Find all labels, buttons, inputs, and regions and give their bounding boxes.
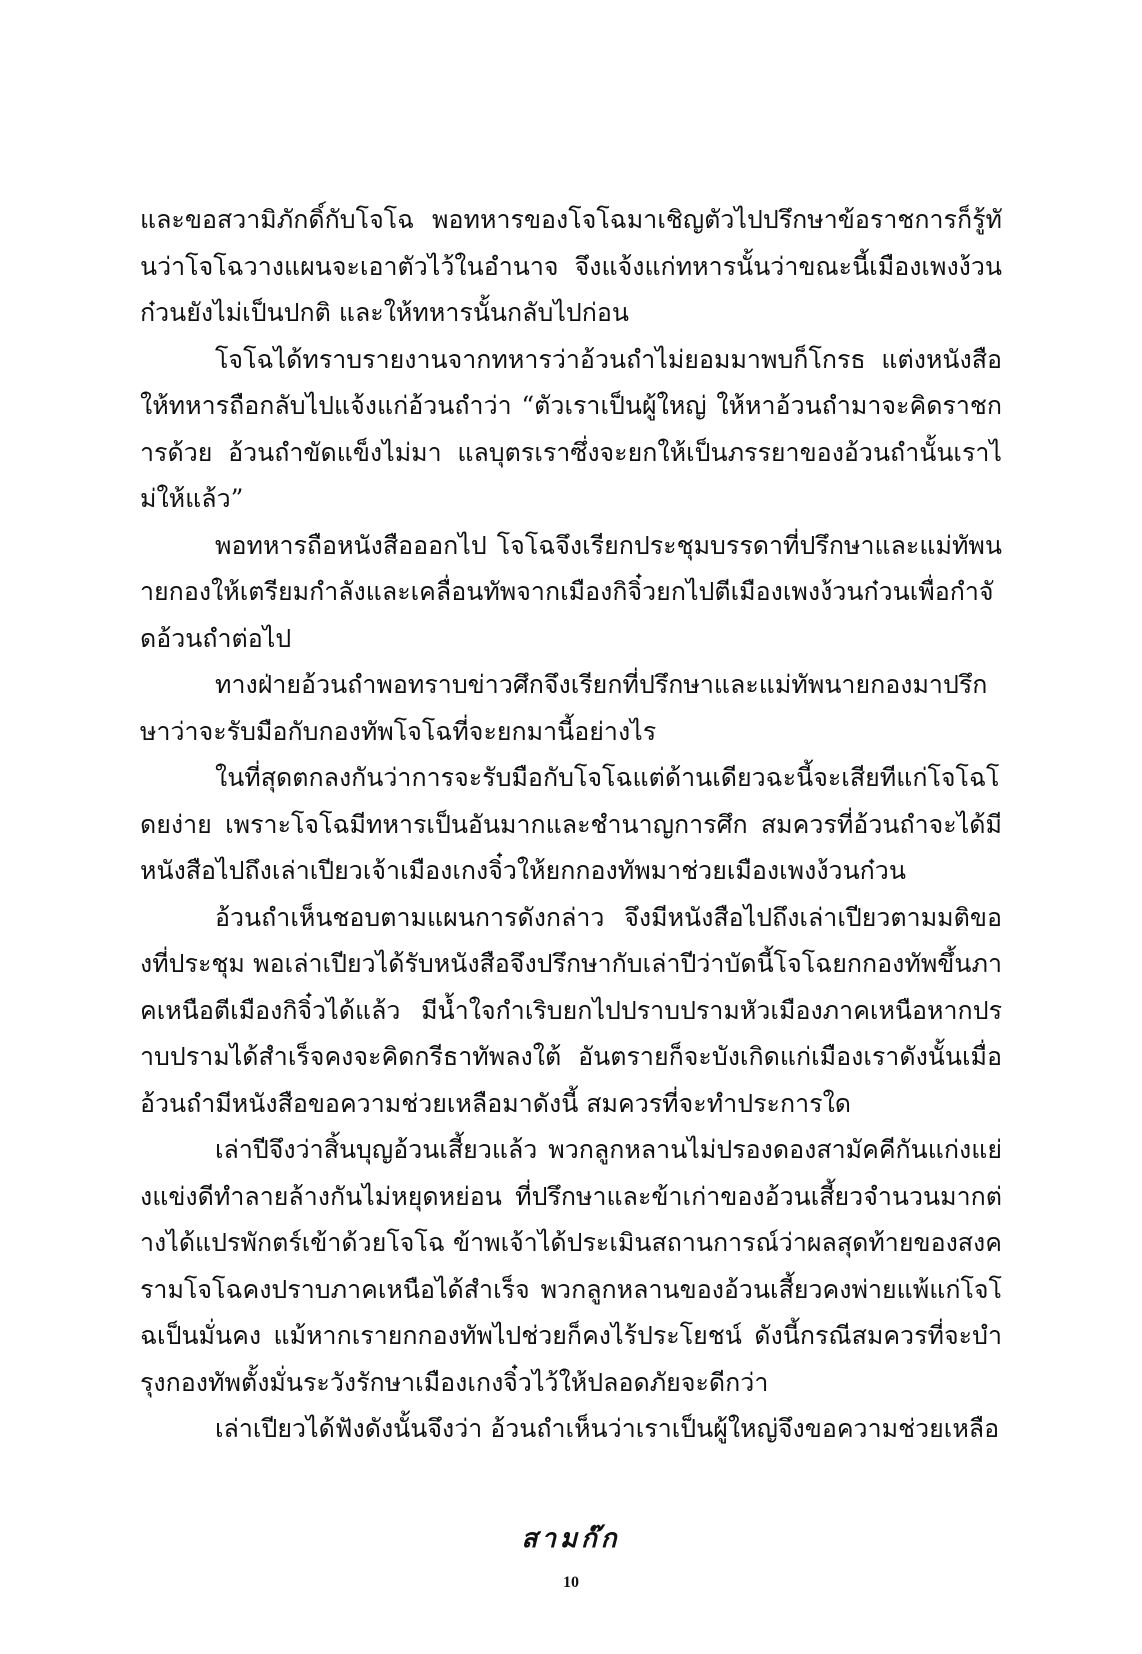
footer-book-title: สามก๊ก xyxy=(521,1524,621,1554)
paragraph-5: ในที่สุดตกลงกันว่าการจะรับมือกับโจโฉแต่ด้านเดียวฉะนี้จะเสียทีแก่โจโฉโดยง่าย เพราะโจโฉมีทหารเป็นอันมากและชำนาญการศึก สมควรที่อ้วนถำจะได้มีหนังสือไปถึงเล่าเปียวเจ้าเมืองเกงจิ๋วให้ยกกองทัพมาช่วยเมืองเพงง้วนก๋วน xyxy=(140,763,1002,885)
paragraph-2: โจโฉได้ทราบรายงานจากทหารว่าอ้วนถำไม่ยอมมาพบก็โกรธ แต่งหนังสือให้ทหารถือกลับไปแจ้งแก่อ้วนถำว่า “ตัวเราเป็นผู้ใหญ่ ให้หาอ้วนถำมาจะคิดราชการด้วย อ้วนถำขัดแข็งไม่มา แลบุตรเราซึ่งจะยกให้เป็นภรรยาของอ้วนถำนั้นเราไม่ให้แล้ว” xyxy=(140,344,1002,513)
page-number: 10 xyxy=(563,1574,579,1591)
paragraph-6: อ้วนถำเห็นชอบตามแผนการดังกล่าว จึงมีหนังสือไปถึงเล่าเปียวตามมติของที่ประชุม พอเล่าเปียวได้รับหนังสือจึงปรึกษากับเล่าปีว่าบัดนี้โจโฉยกกองทัพขึ้นภาคเหนือตีเมืองกิจิ๋วได้แล้ว มีน้ำใจกำเริบยกไปปราบปรามหัวเมืองภาคเหนือหากปราบปรามได้สำเร็จคงจะคิดกรีธาทัพลงใต้ อันตรายก็จะบังเกิดแก่เมืองเราดังนั้นเมื่ออ้วนถำมีหนังสือขอความช่วยเหลือมาดังนี้ สมควรที่จะทำประการใด xyxy=(140,902,1002,1118)
paragraph-4: ทางฝ่ายอ้วนถำพอทราบข่าวศึกจึงเรียกที่ปรึกษาและแม่ทัพนายกองมาปรึกษาว่าจะรับมือกับกองทัพโจโฉที่จะยกมานี้อย่างไร xyxy=(140,670,988,746)
paragraph-1: และขอสวามิภักดิ์กับโจโฉ พอทหารของโจโฉมาเชิญตัวไปปรึกษาข้อราชการก็รู้ทันว่าโจโฉวางแผนจะเอาตัวไว้ในอำนาจ จึงแจ้งแก่ทหารนั้นว่าขณะนี้เมืองเพงง้วนก๋วนยังไม่เป็นปกติ และให้ทหารนั้นกลับไปก่อน xyxy=(140,205,1002,327)
paragraph-8: เล่าเปียวได้ฟังดังนั้นจึงว่า อ้วนถำเห็นว่าเราเป็นผู้ใหญ่จึงขอความช่วยเหลือ xyxy=(215,1414,1000,1443)
paragraph-3: พอทหารถือหนังสือออกไป โจโฉจึงเรียกประชุมบรรดาที่ปรึกษาและแม่ทัพนายกองให้เตรียมกำลังและเคลื่อนทัพจากเมืองกิจิ๋วยกไปตีเมืองเพงง้วนก๋วนเพื่อกำจัดอ้วนถำต่อไป xyxy=(140,530,1002,653)
paragraph-7: เล่าปีจึงว่าสิ้นบุญอ้วนเสี้ยวแล้ว พวกลูกหลานไม่ปรองดองสามัคคีกันแก่งแย่งแข่งดีทำลายล้างกันไม่หยุดหย่อน ที่ปรึกษาและข้าเก่าของอ้วนเสี้ยวจำนวนมากต่างได้แปรพักตร์เข้าด้วยโจโฉ ข้าพเจ้าได้ประเมินสถานการณ์ว่าผลสุดท้ายของสงครามโจโฉคงปราบภาคเหนือได้สำเร็จ พวกลูกหลานของอ้วนเสี้ยวคงพ่ายแพ้แก่โจโฉเป็นมั่นคง แม้หากเรายกกองทัพไปช่วยก็คงไร้ประโยชน์ ดังนี้กรณีสมควรที่จะบำรุงกองทัพตั้งมั่นระวังรักษาเมืองเกงจิ๋วไว้ให้ปลอดภัยจะดีกว่า xyxy=(140,1135,1002,1397)
body-text xyxy=(140,197,1002,1453)
